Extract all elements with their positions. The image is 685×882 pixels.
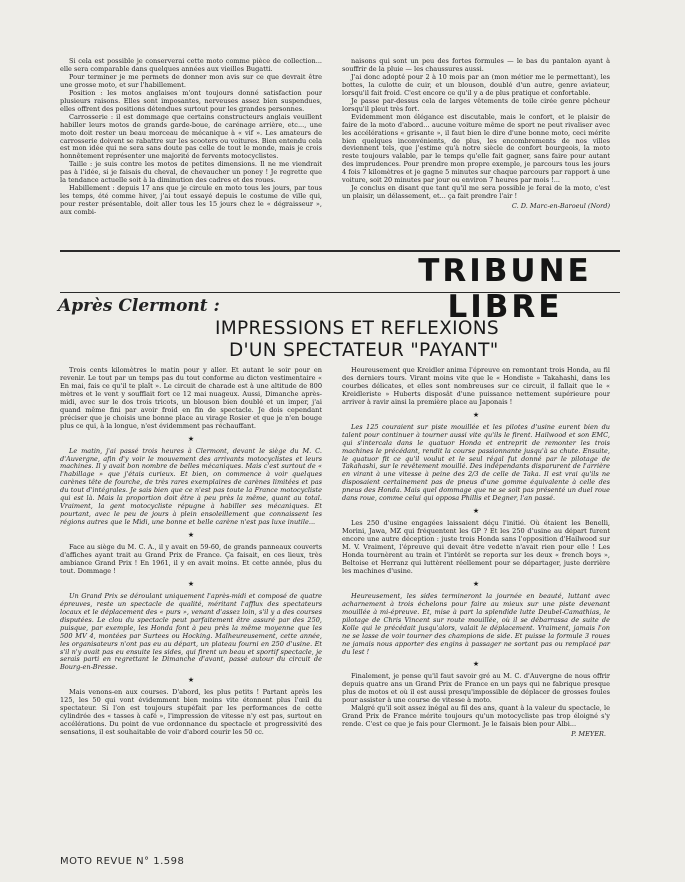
paragraph: Face au siège du M. C. A., il y avait en 59-60, de grands panneaux couverts d'affiches ayant trait au Grand Prix de France. Ça faisait, en ces lieux, très ambiance Grand Prix ! En 1961, il y en avait moins. Et cette année, plus du tout. Dommage ! (60, 543, 322, 575)
separator-star: ★ (187, 434, 195, 443)
paragraph: Les 250 d'usine engagées laissaient déçu l'initié. Où étaient les Benelli, Morini, Jawa, MZ qui fréquentent les GP ? Et les 250 d'usine au départ furent encore une autre déception : juste trois Honda sans l'opposition d'Hailwood sur M. V. Vraiment, l'épreuve qui devait être vedette n'avait rien pour elle ! Les Honda tournèrent au train et l'intérêt se reporta sur les deux « french boys », Beltoise et Herranz qui luttèrent réellement pour se départager, juste derrière les machines d'usine. (342, 519, 610, 575)
section-rule-bottom (60, 292, 620, 293)
paragraph: Heureusement, les sides termineront la journée en beauté, luttant avec acharnement à trois échelons pour faire au mieux sur une piste devenant mouillée à mi-épreuve. Et, mise à part la splendide lutte Deubel-Camathias, le pilotage de Chris Vincent sur route mouillée, où il se débarrassa de suite de Kolle qui le précédait jusqu'alors, valait le déplacement. Vraiment, jamais l'on ne se lasse de voir tourner des champions de side. Et puisse la formule 3 roues ne jamais nous apporter des engins à passager ne sortant pas ou remplacé par du lest ! (342, 591, 610, 656)
article-column-right (342, 367, 610, 739)
section-rule-top (60, 250, 620, 252)
headline-line-2: D'UN SPECTATEUR "PAYANT" (229, 340, 499, 361)
paragraph: Mais venons-en aux courses. D'abord, les plus petits ! Partant après les 125, les 50 qui vont évidemment bien moins vite étonnent plus l'œil du spectateur. Si l'on est toujours stupéfait par les performances de cette cylindrée des « tasses à café », l'impression de vitesse n'y est pas, surtout en accélérations. Du point de vue ordonnance du spectacle et progressivité des sensations, il est souhaitable de voir d'abord courir les 50 cc. (60, 688, 322, 737)
page-footer: MOTO REVUE N° 1.598 (60, 856, 185, 867)
letter-column-right (342, 58, 610, 211)
section-title: TRIBUNE LIBRE (418, 253, 592, 325)
separator-star: ★ (187, 531, 195, 540)
paragraph: Je conclus en disant que tant qu'il me sera possible je ferai de la moto, c'est un plaisir, un délassement, et... ça fait prendre l'air ! (342, 184, 610, 201)
letter-column-left (60, 58, 322, 217)
separator-star: ★ (472, 410, 480, 419)
headline-line-1: IMPRESSIONS ET REFLEXIONS (215, 318, 499, 339)
paragraph: Taille : je suis contre les motos de petites dimensions. Il ne me viendrait pas à l'idée, si je faisais du cheval, de chevaucher un poney ! Je regrette que la tendance actuelle soit à la diminution des cadres et des roues. (60, 160, 322, 185)
paragraph: J'ai donc adopté pour 2 à 10 mois par an (mon métier me le permettant), les bottes, la culotte de cuir, et un blouson, doublé d'un autre, genre aviateur, lorsqu'il fait froid. C'est encore ce qu'il y a de plus pratique et confortable. (342, 72, 610, 97)
letter-signature: C. D. Marc-en-Baroeul (Nord) (511, 202, 610, 211)
paragraph: naisons qui sont un peu des fortes formules — le bas du pantalon ayant à souffrir de la pluie — les chaussures aussi. (342, 57, 610, 73)
paragraph: Pour terminer je me permets de donner mon avis sur ce que devrait être une grosse moto, et sur l'habillement. (60, 72, 322, 89)
paragraph: Les 125 couraient sur piste mouillée et les pilotes d'usine eurent bien du talent pour continuer à tourner aussi vite qu'ils le firent. Hailwood et son EMC, qui s'intercala dans le quatuor Honda et entreprit de remonter les trois machines le précédant, rendit la course passionnante jusqu'à sa chute. Ensuite, le quatuor fit ce qu'il voulut et le seul régal fut donné par le pilotage de Takahashi, sur le revêtement mouillé. Des indépendants disparurent de l'arrière en virant à une vitesse à peine des 2/3 de celle de Taka. Il est vrai qu'ils ne disposaient certainement pas de pneus d'une gomme équivalente à celle des pneus des Honda. Mais quel dommage que ne se soit pas présenté un duel roue dans roue, comme celui qui opposa Phillis et Degner, l'an passé. (342, 422, 610, 503)
separator-star: ★ (472, 579, 480, 588)
paragraph: Carrosserie : il est dommage que certains constructeurs anglais veuillent habiller leurs motos de grands garde-boue, de carénage arrière, etc..., une moto doit rester un beau morceau de mécanique à « vif ». Les amateurs de carrosserie doivent se rabattre sur les scooters ou voitures. Bien entendu cela est mon idée qui ne sera sans doute pas celle de tout le monde, mais je crois honnêtement représenter une majorité de fervents motocyclistes. (60, 112, 322, 161)
separator-star: ★ (472, 507, 480, 516)
article-signature: P. MEYER. (571, 730, 606, 739)
separator-star: ★ (187, 579, 195, 588)
paragraph: Trois cents kilomètres le matin pour y aller. Et autant le soir pour en revenir. Le tout par un temps pas du tout conforme au dicton vestimentaire « En mai, fais ce qu'il te plaît ». Le circuit de charade est à une altitude de 800 mètres et le vent y soufflait fort ce 12 mai nuageux. Aussi, Dimanche après-midi, avec sur le dos trois tricots, un blouson bien doublé et un imper, j'ai quand même fini par avoir froid en fin de spectacle. Je dois cependant préciser que je choisis une bonne place au virage Rosier et que je n'en bouge plus ce qui, à la longue, n'est évidemment pas réchauffant. (60, 366, 322, 430)
paragraph: Malgré qu'il soit assez inégal au fil des ans, quant à la valeur du spectacle, le Grand Prix de France mérite toujours qu'un motocycliste pas trop éloigné s'y rende. C'est ce que je fais pour Clermont. Je le faisais bien pour Albi... (342, 704, 610, 729)
article-headline (215, 318, 575, 362)
paragraph: Si cela est possible je conserverai cette moto comme pièce de collection... elle sera comparable dans quelques années aux vieilles Bugatti. (60, 57, 322, 73)
separator-star: ★ (472, 660, 480, 669)
paragraph: Le matin, j'ai passé trois heures à Clermont, devant le siège du M. C. d'Auvergne, afin d'y voir le mouvement des arrivants motocyclistes et leurs machines. Il y avait bon nombre de belles mécaniques. Mais c'est surtout de « l'habillage » que j'étais curieux. Et bien, on commence à voir quelques carènes tête de fourche, de très rares exemplaires de carènes limitées et pas du tout d'intégrales. Je sais bien que ce n'est pas toute la France motocycliste qui est là. Mais la proportion doit être à peu près la même, quant au total. Vraiment, la gent motocycliste répugne à habiller ses mécaniques. Et pourtant, avec le peu de jours à plein ensoleillement que connaissent les régions autres que le Midi, une bonne et belle carène n'est pas luxe inutile... (60, 446, 322, 527)
article-kicker: Après Clermont : (58, 296, 220, 316)
paragraph: Heureusement que Kreidler anima l'épreuve en remontant trois Honda, au fil des derniers tours. Virant moins vite que le « Hondiste » Takahashi, dans les courbes délicates, et elles sont nombreuses sur ce circuit, il fallait que le « Kreidleriste » Huberts disposât d'une puissance nettement supérieure pour arriver à ravir ainsi la première place au Japonais ! (342, 366, 610, 406)
paragraph: Evidemment mon élégance est discutable, mais le confort, et le plaisir de faire de la moto d'abord... aucune voiture même de sport ne peut rivaliser avec les accélérations « grisante », il faut bien le dire d'une bonne moto, ceci mérite bien quelques inconvénients, de plus, les encombrements de nos villes deviennent tels, que j'estime qu'à notre siècle de confort bourgeois, la moto reste toujours valable, par le temps qu'elle fait gagner, sans faire pour autant des imprudences. Pour prendre mon propre exemple, je parcours tous les jours 4 fois 7 kilomètres et je gagne 5 minutes sur chaque parcours par rapport à une voiture, soit 20 minutes par jour ou environ 7 heures par mois !... (342, 112, 610, 185)
paragraph: Habillement : depuis 17 ans que je circule en moto tous les jours, par tous les temps, été comme hiver, j'ai tout essayé depuis le costume de ville qui, pour rester présentable, doit aller tous les 15 jours chez le « dégraisseur », aux combi- (60, 184, 322, 217)
paragraph: Je passe par-dessus cela de larges vêtements de toile cirée genre pêcheur lorsqu'il pleut très fort. (342, 96, 610, 113)
article-column-left (60, 367, 322, 737)
paragraph: Position : les motos anglaises m'ont toujours donné satisfaction pour plusieurs raisons. Elles sont imposantes, nerveuses assez bien suspendues, elles offrent des positions détendues surtout pour les grandes personnes. (60, 88, 322, 113)
paragraph: Un Grand Prix se déroulant uniquement l'après-midi et composé de quatre épreuves, reste un spectacle de qualité, méritant l'afflux des spectateurs locaux et le déplacement des « purs », venant d'assez loin, s'il y a des courses disputées. Le clou du spectacle peut parfaitement être assuré par des 250, puisque, par exemple, les Honda font à peu près la même moyenne que les 500 MV 4, montées par Surtees ou Hocking. Malheureusement, cette année, les organisateurs n'ont pas eu au départ, un plateau fourni en 250 d'usine. Et s'il n'y avait pas eu ensuite les sides, qui firent un beau et sportif spectacle, je serais parti en regrettant le Dimanche d'avant, passé autour du circuit de Bourg-en-Bresse. (60, 591, 322, 672)
paragraph: Finalement, je pense qu'il faut savoir gré au M. C. d'Auvergne de nous offrir depuis quatre ans un Grand Prix de France en un pays qui ne fabrique presque plus de motos et où il est aussi presqu'impossible de déplacer de grosses foules pour assister à une course de vitesse à moto. (342, 672, 610, 705)
separator-star: ★ (187, 676, 195, 685)
